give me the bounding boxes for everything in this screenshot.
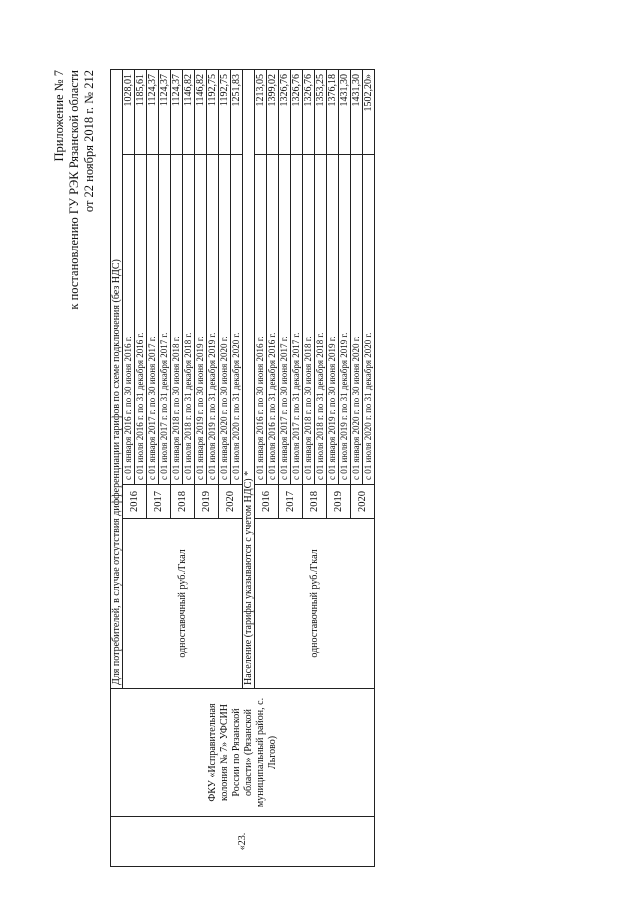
tariff-value: 1376,18 bbox=[327, 69, 339, 154]
period-cell: с 01 января 2017 г. по 30 июня 2017 г. bbox=[279, 155, 291, 485]
section-title: Население (тарифы указываются с учетом НДС) * bbox=[243, 69, 255, 688]
year-cell: 2020 bbox=[219, 485, 243, 519]
tariff-value: 1326,76 bbox=[303, 69, 315, 154]
tariff-value: 1251,83 bbox=[231, 69, 243, 154]
tariff-table-body bbox=[111, 69, 375, 866]
period-cell: с 01 января 2016 г. по 30 июня 2016 г. bbox=[255, 155, 267, 485]
period-cell: с 01 июля 2019 г. по 31 декабря 2019 г. bbox=[339, 155, 351, 485]
period-cell: с 01 января 2019 г. по 30 июня 2019 г. bbox=[327, 155, 339, 485]
appendix-number: Приложение № 7 bbox=[52, 70, 66, 162]
year-cell: 2016 bbox=[123, 485, 147, 519]
tariff-value: 1431,30 bbox=[339, 69, 351, 154]
year-cell: 2019 bbox=[195, 485, 219, 519]
period-cell: с 01 января 2020 г. по 30 июня 2020 г. bbox=[351, 155, 363, 485]
tariff-unit bbox=[255, 519, 375, 689]
tariff-value: 1146,82 bbox=[183, 69, 195, 154]
resolution-date: от 22 ноября 2018 г. № 212 bbox=[82, 70, 96, 213]
tariff-unit bbox=[123, 519, 243, 689]
tariff-value: 1124,37 bbox=[171, 69, 183, 154]
tariff-value: 1399,02 bbox=[267, 69, 279, 154]
tariff-value: 1353,25 bbox=[315, 69, 327, 154]
tariff-unit-text: одноставочный руб./Гкал bbox=[176, 549, 188, 658]
period-cell: с 01 июля 2017 г. по 31 декабря 2017 г. bbox=[159, 155, 171, 485]
period-cell: с 01 июля 2017 г. по 31 декабря 2017 г. bbox=[291, 155, 303, 485]
year-cell: 2017 bbox=[147, 485, 171, 519]
year-cell: 2020 bbox=[351, 485, 375, 519]
year-cell: 2016 bbox=[255, 485, 279, 519]
period-cell: с 01 января 2016 г. по 30 июня 2016 г. bbox=[123, 155, 135, 485]
tariff-value: 1326,76 bbox=[291, 69, 303, 154]
period-cell: с 01 июля 2016 г. по 31 декабря 2016 г. bbox=[135, 155, 147, 485]
section-title: Для потребителей, в случае отсутствия дифференциации тарифов по схеме подключения (без НДС) bbox=[111, 69, 123, 688]
tariff-value: 1192,75 bbox=[207, 69, 219, 154]
tariff-value: 1124,37 bbox=[147, 69, 159, 154]
period-cell: с 01 января 2019 г. по 30 июня 2019 г. bbox=[195, 155, 207, 485]
tariff-value: 1028,01 bbox=[123, 69, 135, 154]
tariff-value: 1213,05 bbox=[255, 69, 267, 154]
row-number: «23. bbox=[111, 817, 375, 867]
table-row bbox=[111, 69, 123, 866]
year-cell: 2019 bbox=[327, 485, 351, 519]
year-cell: 2018 bbox=[303, 485, 327, 519]
period-cell: с 01 января 2020 г. по 30 июня 2020 г. bbox=[219, 155, 231, 485]
period-cell: с 01 июля 2020 г. по 31 декабря 2020 г. bbox=[231, 155, 243, 485]
tariff-table bbox=[110, 69, 375, 867]
year-cell: 2017 bbox=[279, 485, 303, 519]
tariff-value: 1502,20» bbox=[363, 69, 375, 154]
year-cell: 2018 bbox=[171, 485, 195, 519]
period-cell: с 01 июля 2016 г. по 31 декабря 2016 г. bbox=[267, 155, 279, 485]
document-header bbox=[52, 70, 97, 905]
period-cell: с 01 июля 2020 г. по 31 декабря 2020 г. bbox=[363, 155, 375, 485]
period-cell: с 01 января 2017 г. по 30 июня 2017 г. bbox=[147, 155, 159, 485]
organization-name bbox=[111, 689, 375, 817]
tariff-unit-text: одноставочный руб./Гкал bbox=[308, 549, 320, 658]
organization-name-text: ФКУ «Исправительная колония № 7» УФСИН России по Рязанской области» (Рязанской муниципальный район, с. Льгово) bbox=[206, 697, 278, 808]
tariff-value: 1431,30 bbox=[351, 69, 363, 154]
period-cell: с 01 января 2018 г. по 30 июня 2018 г. bbox=[303, 155, 315, 485]
period-cell: с 01 января 2018 г. по 30 июня 2018 г. bbox=[171, 155, 183, 485]
resolution-reference: к постановлению ГУ РЭК Рязанской области bbox=[67, 70, 81, 310]
tariff-value: 1185,61 bbox=[135, 69, 147, 154]
tariff-value: 1192,75 bbox=[219, 69, 231, 154]
period-cell: с 01 июля 2019 г. по 31 декабря 2019 г. bbox=[207, 155, 219, 485]
period-cell: с 01 июля 2018 г. по 31 декабря 2018 г. bbox=[315, 155, 327, 485]
period-cell: с 01 июля 2018 г. по 31 декабря 2018 г. bbox=[183, 155, 195, 485]
tariff-value: 1146,82 bbox=[195, 69, 207, 154]
tariff-value: 1326,76 bbox=[279, 69, 291, 154]
tariff-value: 1124,37 bbox=[159, 69, 171, 154]
